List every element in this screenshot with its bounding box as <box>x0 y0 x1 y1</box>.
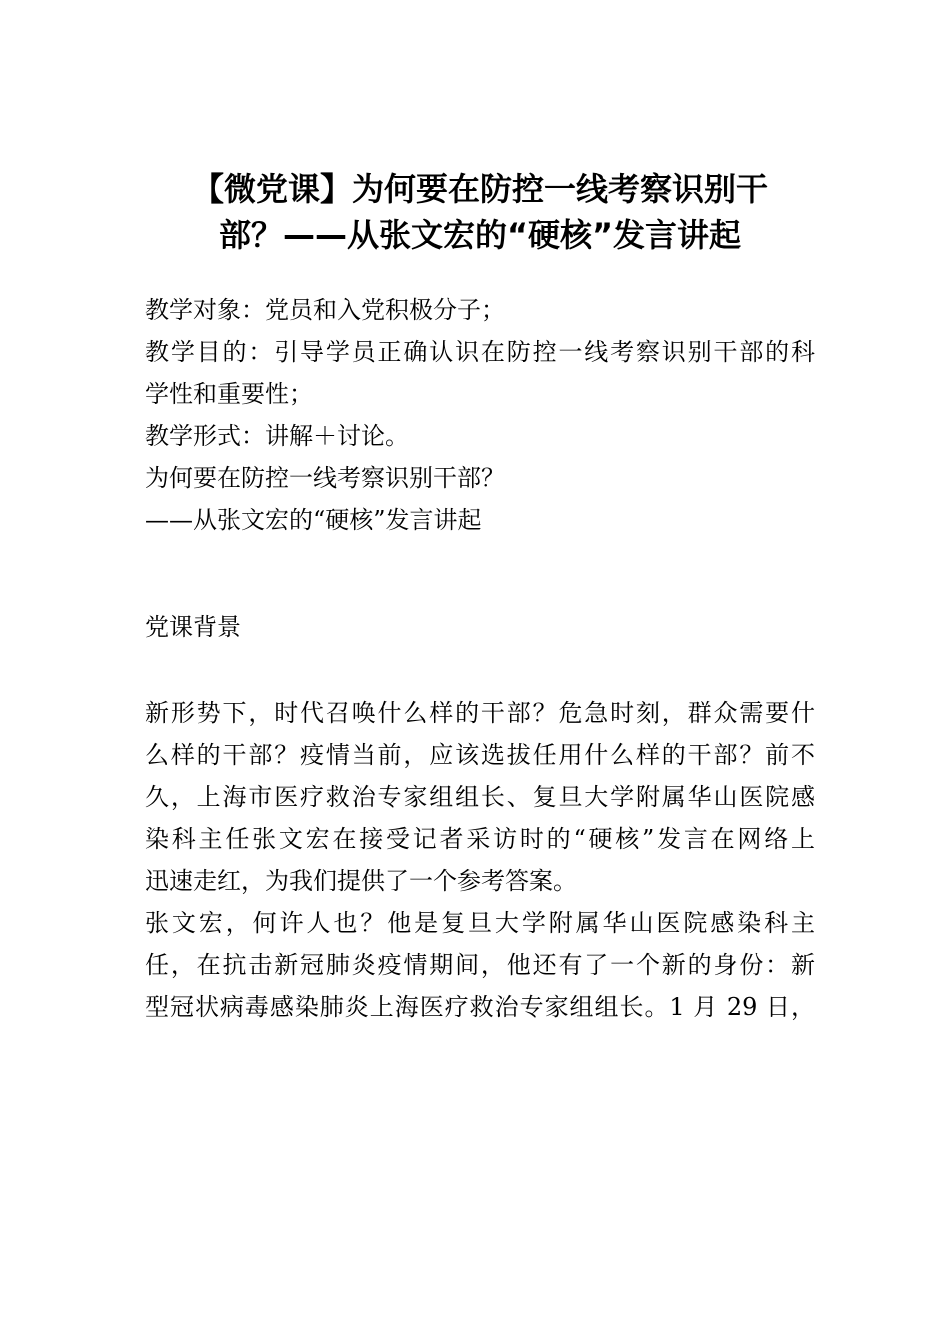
paragraph-line: 么样的干部？疫情当前，应该选拔任用什么样的干部？前不 <box>145 741 815 769</box>
paragraph-line: 迅速走红，为我们提供了一个参考答案。 <box>145 867 577 895</box>
paragraph-line: 型冠状病毒感染肺炎上海医疗救治专家组组长。1 月 29 日， <box>145 993 815 1021</box>
paragraph-line: 染科主任张文宏在接受记者采访时的“硬核”发言在网络上 <box>145 825 815 853</box>
background-paragraphs <box>145 692 815 1028</box>
lesson-audience-line: 教学对象：党员和入党积极分子； <box>145 296 505 324</box>
paragraph-line: 久，上海市医疗救治专家组组长、复旦大学附属华山医院感 <box>145 783 815 811</box>
lesson-format-line: 教学形式：讲解＋讨论。 <box>145 422 409 450</box>
title-line: 【微党课】为何要在防控一线考察识别干 <box>191 170 768 208</box>
subtitle-question-line: 为何要在防控一线考察识别干部？ <box>145 464 505 492</box>
lesson-purpose-line-continued: 学性和重要性； <box>145 380 313 408</box>
title-line: 部？——从张文宏的“硬核”发言讲起 <box>218 216 742 254</box>
subtitle-topic-line: ——从张文宏的“硬核”发言讲起 <box>145 506 482 534</box>
lesson-purpose-line: 教学目的：引导学员正确认识在防控一线考察识别干部的科 <box>145 338 815 366</box>
document-title <box>150 166 810 258</box>
lesson-info-block <box>145 289 815 541</box>
paragraph-line: 任，在抗击新冠肺炎疫情期间，他还有了一个新的身份：新 <box>145 951 815 979</box>
section-heading <box>145 606 815 648</box>
paragraph-line: 新形势下，时代召唤什么样的干部？危急时刻，群众需要什 <box>145 699 815 727</box>
paragraph-line: 张文宏，何许人也？他是复旦大学附属华山医院感染科主 <box>145 909 815 937</box>
section-heading-text: 党课背景 <box>145 613 241 641</box>
